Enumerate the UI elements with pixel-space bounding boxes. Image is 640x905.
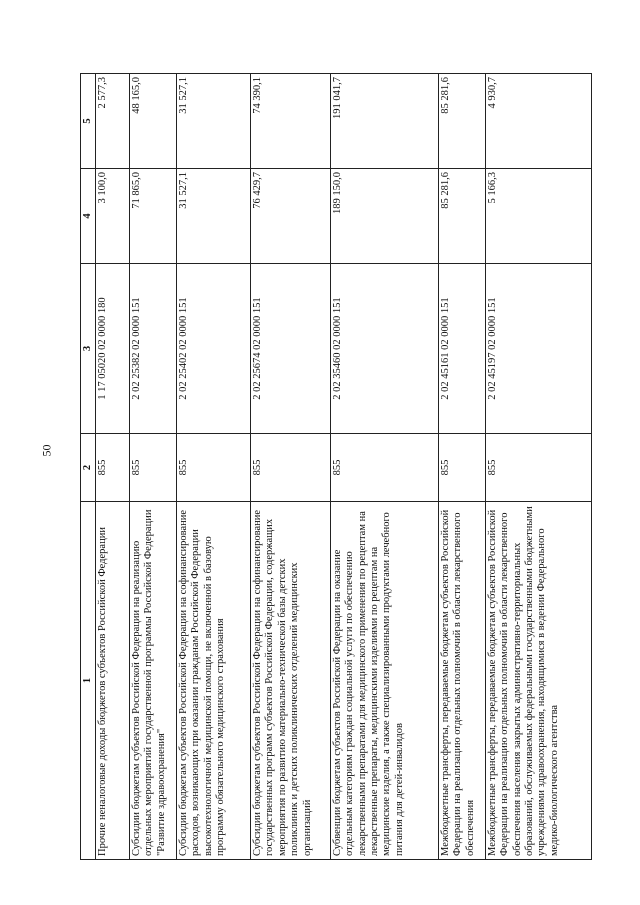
rotated-table-container (80, 74, 592, 860)
table-row (439, 74, 486, 860)
row-kbk: 2 02 25674 02 0000 151 (251, 264, 331, 434)
table-row (251, 74, 331, 860)
row-admin-code: 855 (251, 434, 331, 502)
row-value-4: 31 527,1 (176, 169, 250, 264)
row-admin-code: 855 (176, 434, 250, 502)
row-value-4: 71 865,0 (129, 169, 176, 264)
table-row (96, 74, 130, 860)
page-number: 50 (39, 444, 54, 457)
header-col-5: 5 (81, 74, 96, 169)
row-kbk: 2 02 35460 02 0000 151 (330, 264, 438, 434)
row-kbk: 2 02 25402 02 0000 151 (176, 264, 250, 434)
row-kbk: 2 02 25382 02 0000 151 (129, 264, 176, 434)
row-admin-code: 855 (96, 434, 130, 502)
table-row (129, 74, 176, 860)
row-name: Субсидии бюджетам субъектов Российской Федерации на реализацию отдельных мероприятий государственной программы Российской Федерации "Развитие здравоохранения" (129, 502, 176, 860)
header-col-3: 3 (81, 264, 96, 434)
row-value-4: 189 150,0 (330, 169, 438, 264)
table-row (485, 74, 591, 860)
row-name: Субсидии бюджетам субъектов Российской Федерации на софинансирование расходов, возникающих при оказании гражданам Российской Федерации высокотехнологичной медицинской помощи, не включенной в базовую программу обязательного медицинского страхования (176, 502, 250, 860)
row-kbk: 2 02 45161 02 0000 151 (439, 264, 486, 434)
row-value-5: 191 041,7 (330, 74, 438, 169)
row-value-5: 85 281,6 (439, 74, 486, 169)
table-row (330, 74, 438, 860)
row-name: Межбюджетные трансферты, передаваемые бюджетам субъектов Российской Федерации на реализацию отдельных полномочий в области лекарственного обеспечения (439, 502, 486, 860)
row-value-5: 31 527,1 (176, 74, 250, 169)
row-admin-code: 855 (485, 434, 591, 502)
row-admin-code: 855 (330, 434, 438, 502)
table-row (176, 74, 250, 860)
row-value-4: 5 166,3 (485, 169, 591, 264)
row-value-4: 85 281,6 (439, 169, 486, 264)
header-col-4: 4 (81, 169, 96, 264)
header-col-2: 2 (81, 434, 96, 502)
header-col-1: 1 (81, 502, 96, 860)
row-name: Субвенции бюджетам субъектов Российской Федерации на оказание отдельным категориям граждан социальной услуги по обеспечению лекарственными препаратами для медицинского применения по рецептам на лекарственные препараты, медицинскими изделиями по рецептам на медицинские изделия, а также специализированными продуктами лечебного питания для детей-инвалидов (330, 502, 438, 860)
row-value-5: 2 577,3 (96, 74, 130, 169)
row-admin-code: 855 (129, 434, 176, 502)
row-kbk: 2 02 45197 02 0000 151 (485, 264, 591, 434)
row-name: Субсидии бюджетам субъектов Российской Федерации на софинансирование государственных программ субъектов Российской Федерации, содержащих мероприятия по развитию материально-технической базы детских поликлиник и детских поликлинических отделений медицинских организаций (251, 502, 331, 860)
row-value-4: 3 100,0 (96, 169, 130, 264)
row-name: Прочие неналоговые доходы бюджетов субъектов Российской Федерации (96, 502, 130, 860)
row-value-5: 48 165,0 (129, 74, 176, 169)
row-value-5: 4 930,7 (485, 74, 591, 169)
budget-table (80, 73, 592, 860)
row-name: Межбюджетные трансферты, передаваемые бюджетам субъектов Российской Федерации на реализацию отдельных полномочий в области лекарственного обеспечения населения закрытых административно-территориальных образований, обслуживаемых федеральными государственными бюджетными учреждениями здравоохранения, находящимися в ведении Федерального медико-биологического агентства (485, 502, 591, 860)
table-header-row (81, 74, 96, 860)
row-value-5: 74 390,1 (251, 74, 331, 169)
row-value-4: 76 429,7 (251, 169, 331, 264)
row-admin-code: 855 (439, 434, 486, 502)
row-kbk: 1 17 05020 02 0000 180 (96, 264, 130, 434)
